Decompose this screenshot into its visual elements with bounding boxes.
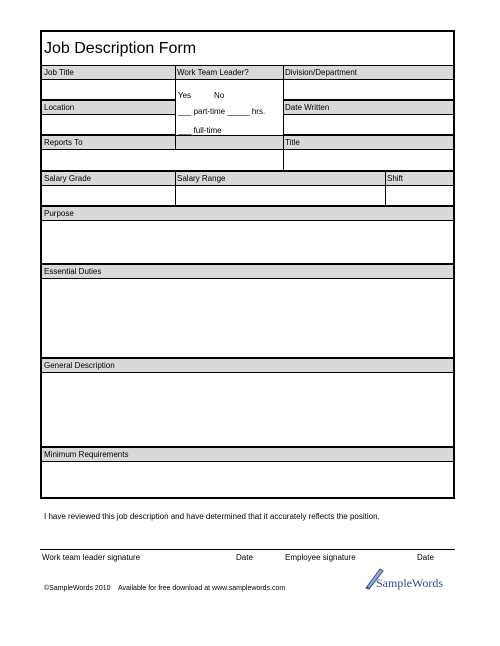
minimum-requirements-label: Minimum Requirements xyxy=(42,447,455,462)
divider xyxy=(283,65,284,171)
purpose-field[interactable] xyxy=(42,221,455,264)
location-field[interactable] xyxy=(42,115,175,135)
samplewords-logo: SampleWords xyxy=(376,576,444,590)
job-title-field[interactable] xyxy=(42,80,175,100)
salary-range-label: Salary Range xyxy=(175,171,385,186)
division-label: Division/Department xyxy=(283,65,455,80)
general-description-field[interactable] xyxy=(42,373,455,447)
minimum-requirements-field[interactable] xyxy=(42,462,455,499)
reports-to-field[interactable] xyxy=(42,150,455,171)
salary-row-field[interactable] xyxy=(42,186,455,206)
job-description-form xyxy=(40,30,455,499)
reports-to-label: Reports To xyxy=(42,135,283,150)
job-title-label: Job Title xyxy=(42,65,175,80)
date-label: Date xyxy=(417,553,434,562)
title-label: Title xyxy=(283,135,455,150)
salary-grade-label: Salary Grade xyxy=(42,171,175,186)
yes-option[interactable]: Yes xyxy=(178,91,192,100)
copyright-text: ©SampleWords 2010 xyxy=(44,585,111,592)
divider xyxy=(175,171,176,206)
date-label: Date xyxy=(236,553,253,562)
shift-label: Shift xyxy=(385,171,455,186)
work-team-leader-label: Work Team Leader? xyxy=(175,65,283,80)
form-title: Job Description Form xyxy=(42,32,453,66)
leader-signature-label: Work team leader signature xyxy=(42,553,141,562)
no-option[interactable]: No xyxy=(214,91,225,100)
download-note: Available for free download at www.samplewords.com xyxy=(118,585,286,592)
divider xyxy=(385,171,386,206)
signature-line xyxy=(40,549,455,550)
general-description-label: General Description xyxy=(42,358,455,373)
review-statement: I have reviewed this job description and have determined that it accurately reflects the position. xyxy=(44,512,380,521)
location-label: Location xyxy=(42,100,175,115)
essential-duties-field[interactable] xyxy=(42,279,455,358)
date-written-label: Date Written xyxy=(283,100,455,115)
purpose-label: Purpose xyxy=(42,206,455,221)
division-field[interactable] xyxy=(283,80,455,100)
part-time-option[interactable]: ___ part-time _____ hrs. xyxy=(178,107,266,116)
date-written-field[interactable] xyxy=(283,115,455,135)
essential-duties-label: Essential Duties xyxy=(42,264,455,279)
full-time-option[interactable]: ___ full-time xyxy=(178,126,222,135)
divider xyxy=(175,65,176,150)
employee-signature-label: Employee signature xyxy=(285,553,356,562)
